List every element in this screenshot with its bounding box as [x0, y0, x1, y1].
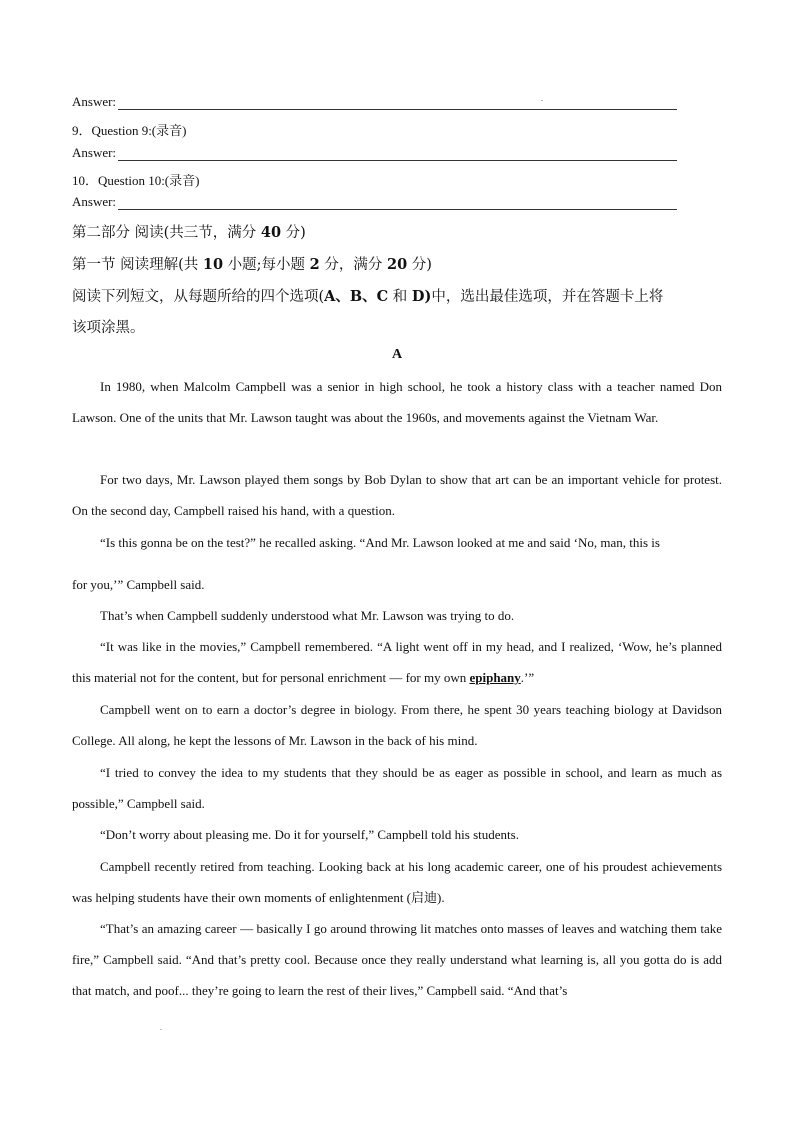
- instructions-option-d: D): [411, 288, 432, 305]
- instructions-text-a: 阅读下列短文，从每题所给的四个选项(: [72, 289, 325, 305]
- answer-line-10: [72, 194, 677, 210]
- paragraph-7: “I tried to convey the idea to my students that they should be as eager as possible in school, and learn as much as possible,” Campbell said.: [72, 765, 722, 811]
- paragraph-8: “Don’t worry about pleasing me. Do it for yourself,” Campbell told his students.: [100, 827, 519, 842]
- scan-speck: [541, 100, 543, 101]
- paragraph-5: [72, 631, 722, 693]
- paragraph-3-line-2: for you,’” Campbell said.: [72, 577, 205, 592]
- answer-blank[interactable]: [118, 99, 677, 110]
- instructions-line-2: 该项涂黑。: [72, 320, 145, 336]
- section-one-text-a: 第一节 阅读理解(共: [72, 257, 203, 273]
- answer-line-9: [72, 145, 677, 161]
- answer-label: Answer:: [72, 145, 117, 160]
- paragraph-10: “That’s an amazing career — basically I go around throwing lit matches onto masses of leaves and watching them take fire,” Campbell said. “And that’s pretty cool. Because once they really understand what learning is, all you gotta do is add that match, and poof... they’re going to learn the rest of their lives,” Campbell said. “And that’s: [72, 921, 722, 998]
- part-two-end: 分): [281, 225, 306, 241]
- answer-line-8: [72, 94, 677, 110]
- section-one-heading: [72, 253, 432, 274]
- section-one-text-c: 分，满分: [319, 257, 387, 273]
- section-one-text-d: 分): [407, 257, 432, 273]
- paragraph-6: Campbell went on to earn a doctor’s degree in biology. From there, he spent 30 years teaching biology at Davidson College. All along, he kept the lessons of Mr. Lawson in the back of his mind.: [72, 702, 722, 748]
- paragraph-4: That’s when Campbell suddenly understood what Mr. Lawson was trying to do.: [100, 608, 515, 623]
- section-one-text-b: 小题;每小题: [223, 257, 310, 273]
- answer-label: Answer:: [72, 194, 117, 209]
- question-10: 10．Question 10:(录音): [72, 173, 200, 188]
- answer-blank[interactable]: [118, 150, 677, 161]
- scan-speck: [160, 1029, 162, 1030]
- answer-blank[interactable]: [118, 199, 677, 210]
- section-one-num-questions: 10: [202, 256, 224, 273]
- passage-heading: A: [391, 347, 403, 362]
- paragraph-5-end: .’”: [520, 670, 535, 685]
- underlined-word: epiphany: [469, 670, 521, 685]
- instructions-line-1: [72, 285, 663, 306]
- instructions-text-c: 中，选出最佳选项，并在答题卡上将: [431, 289, 664, 305]
- paragraph-9: Campbell recently retired from teaching. Looking back at his long academic career, one of his proudest achievements was helping students have their own moments of enlightenment (启迪).: [72, 859, 722, 905]
- paragraph-5-text: “It was like in the movies,” Campbell remembered. “A light went off in my head, and I realized, ‘Wow, he’s planned this material not for the content, but for personal enrichment — for my own: [72, 639, 722, 685]
- paragraph-2: For two days, Mr. Lawson played them songs by Bob Dylan to show that art can be an important vehicle for protest. On the second day, Campbell raised his hand, with a question.: [72, 472, 722, 518]
- paragraph-3-line-1: “Is this gonna be on the test?” he recalled asking. “And Mr. Lawson looked at me and said ‘No, man, this is: [100, 535, 660, 550]
- instructions-and: 和: [388, 289, 412, 305]
- instructions-options: A、B、C: [324, 288, 389, 305]
- paragraph-1: In 1980, when Malcolm Campbell was a senior in high school, he took a history class with a teacher named Don Lawson. One of the units that Mr. Lawson taught was about the 1960s, and movements against the Vietnam War.: [72, 379, 722, 425]
- part-two-points: 40: [260, 224, 282, 241]
- part-two-text: 第二部分 阅读(共三节，满分: [72, 225, 261, 241]
- question-9: 9．Question 9:(录音): [72, 123, 187, 138]
- part-two-heading: [72, 221, 306, 242]
- section-one-num-total: 20: [386, 256, 408, 273]
- answer-label: Answer:: [72, 94, 117, 109]
- section-one-num-each: 2: [309, 256, 320, 273]
